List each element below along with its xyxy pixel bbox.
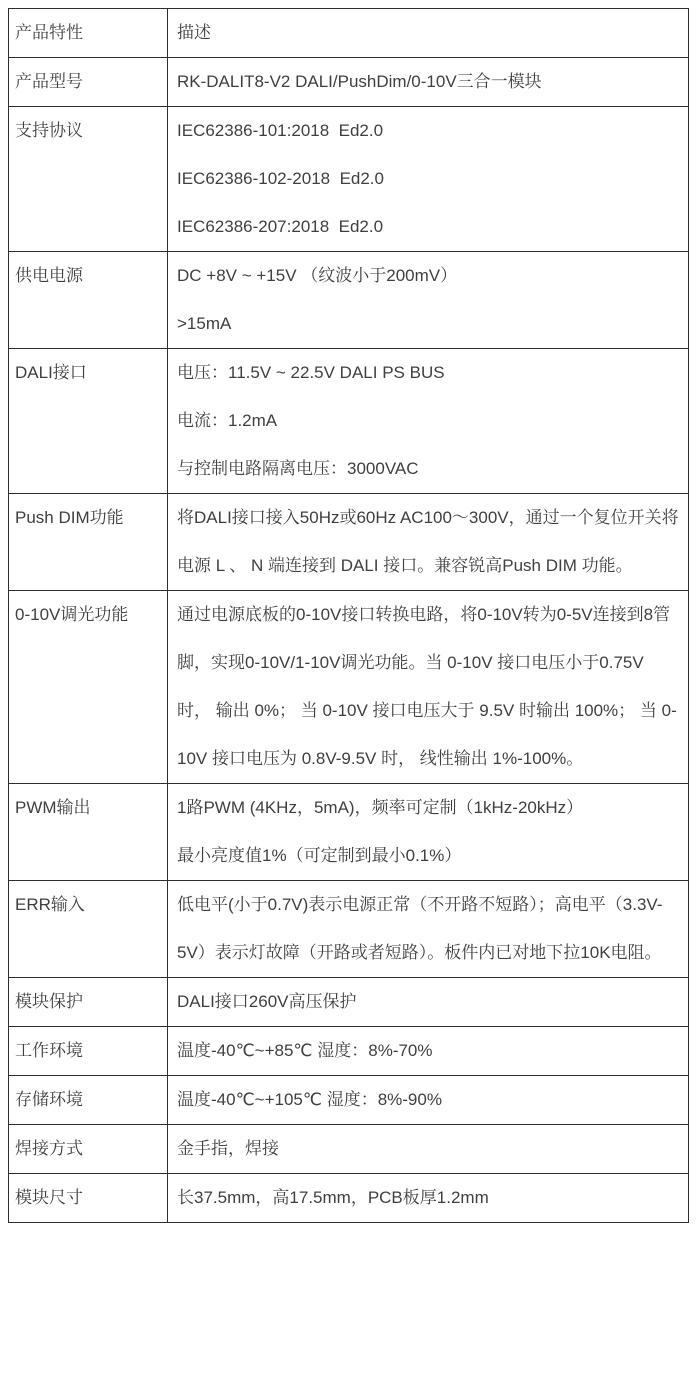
table-header-row bbox=[9, 9, 689, 58]
spec-line: 将DALI接口接入50Hz或60Hz AC100～300V，通过一个复位开关将电源 L 、 N 端连接到 DALI 接口。兼容锐高Push DIM 功能。 bbox=[177, 508, 679, 575]
feature-cell bbox=[9, 1125, 168, 1174]
feature-label: Push DIM功能 bbox=[15, 508, 124, 527]
spec-line: IEC62386-102-2018 Ed2.0 bbox=[177, 169, 384, 188]
product-spec-table bbox=[8, 8, 689, 1223]
description-cell bbox=[168, 978, 689, 1027]
feature-cell bbox=[9, 1027, 168, 1076]
spec-line: DC +8V ~ +15V （纹波小于200mV） bbox=[177, 266, 458, 285]
table-row bbox=[9, 784, 689, 881]
feature-label: 模块尺寸 bbox=[15, 1188, 83, 1207]
feature-cell bbox=[9, 1076, 168, 1125]
spec-line: RK-DALIT8-V2 DALI/PushDim/0-10V三合一模块 bbox=[177, 72, 542, 91]
spec-line: 温度-40℃~+85℃ 湿度：8%-70% bbox=[177, 1041, 433, 1060]
feature-label: 支持协议 bbox=[15, 121, 83, 140]
spec-line: 金手指，焊接 bbox=[177, 1139, 279, 1158]
description-cell bbox=[168, 591, 689, 784]
description-cell bbox=[168, 1027, 689, 1076]
feature-label: DALI接口 bbox=[15, 363, 87, 382]
feature-label: 0-10V调光功能 bbox=[15, 605, 129, 624]
spec-line: 1路PWM (4KHz，5mA)，频率可定制（1kHz-20kHz） bbox=[177, 798, 584, 817]
spec-line: 通过电源底板的0-10V接口转换电路，将0-10V转为0-5V连接到8管脚，实现0-10V/1-10V调光功能。当 0-10V 接口电压小于0.75V 时， 输出 0%； 当 0-10V 接口电压大于 9.5V 时输出 100%； 当 0-10V 接口电压为 0.8V-9.5V 时， 线性输出 1%-100%。 bbox=[177, 605, 677, 768]
spec-line: 长37.5mm，高17.5mm，PCB板厚1.2mm bbox=[177, 1188, 489, 1207]
feature-cell bbox=[9, 494, 168, 591]
feature-label: 模块保护 bbox=[15, 992, 83, 1011]
feature-label: 焊接方式 bbox=[15, 1139, 83, 1158]
description-cell bbox=[168, 252, 689, 349]
table-row bbox=[9, 1125, 689, 1174]
description-cell bbox=[168, 349, 689, 494]
header-description-cell bbox=[168, 9, 689, 58]
description-cell bbox=[168, 784, 689, 881]
table-row bbox=[9, 881, 689, 978]
description-cell bbox=[168, 1125, 689, 1174]
description-cell bbox=[168, 1076, 689, 1125]
header-description-label: 描述 bbox=[177, 23, 211, 42]
description-cell bbox=[168, 494, 689, 591]
description-cell bbox=[168, 58, 689, 107]
spec-rows bbox=[9, 9, 689, 1223]
description-cell bbox=[168, 881, 689, 978]
table-row bbox=[9, 978, 689, 1027]
feature-label: 存储环境 bbox=[15, 1090, 83, 1109]
table-row bbox=[9, 1174, 689, 1223]
spec-line: 电压：11.5V ~ 22.5V DALI PS BUS bbox=[177, 363, 445, 382]
spec-line: IEC62386-207:2018 Ed2.0 bbox=[177, 217, 384, 236]
feature-label: 供电电源 bbox=[15, 266, 83, 285]
spec-line: 最小亮度值1%（可定制到最小0.1%） bbox=[177, 846, 462, 865]
spec-line: IEC62386-101:2018 Ed2.0 bbox=[177, 121, 384, 140]
spec-line: 低电平(小于0.7V)表示电源正常（不开路不短路）；高电平（3.3V-5V）表示灯故障（开路或者短路）。板件内已对地下拉10K电阻。 bbox=[177, 895, 663, 962]
table-row bbox=[9, 591, 689, 784]
feature-cell bbox=[9, 58, 168, 107]
feature-cell bbox=[9, 881, 168, 978]
header-feature-label: 产品特性 bbox=[15, 23, 83, 42]
description-cell bbox=[168, 107, 689, 252]
feature-label: 产品型号 bbox=[15, 72, 83, 91]
spec-line: 与控制电路隔离电压：3000VAC bbox=[177, 459, 419, 478]
table-row bbox=[9, 1076, 689, 1125]
feature-label: PWM输出 bbox=[15, 798, 91, 817]
description-cell bbox=[168, 1174, 689, 1223]
table-row bbox=[9, 349, 689, 494]
feature-cell bbox=[9, 978, 168, 1027]
feature-label: ERR输入 bbox=[15, 895, 85, 914]
spec-line: 温度-40℃~+105℃ 湿度：8%-90% bbox=[177, 1090, 442, 1109]
table-row bbox=[9, 1027, 689, 1076]
feature-cell bbox=[9, 252, 168, 349]
feature-cell bbox=[9, 107, 168, 252]
feature-cell bbox=[9, 591, 168, 784]
feature-cell bbox=[9, 784, 168, 881]
feature-label: 工作环境 bbox=[15, 1041, 83, 1060]
table-row bbox=[9, 494, 689, 591]
header-feature-cell bbox=[9, 9, 168, 58]
spec-line: >15mA bbox=[177, 314, 232, 333]
feature-cell bbox=[9, 1174, 168, 1223]
spec-line: 电流：1.2mA bbox=[177, 411, 278, 430]
spec-line: DALI接口260V高压保护 bbox=[177, 992, 357, 1011]
table-row bbox=[9, 252, 689, 349]
feature-cell bbox=[9, 349, 168, 494]
table-row bbox=[9, 107, 689, 252]
table-row bbox=[9, 58, 689, 107]
